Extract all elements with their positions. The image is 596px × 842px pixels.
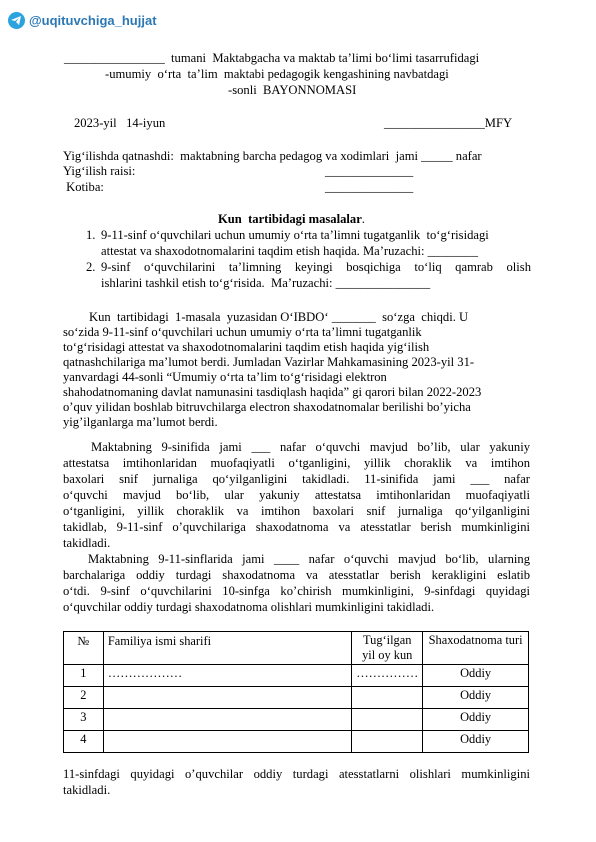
meeting-date: 2023-yil 14-iyun: [74, 116, 166, 130]
secretary-label: Kotiba:: [63, 180, 104, 194]
telegram-icon: [8, 12, 25, 29]
header-num: №: [64, 632, 104, 665]
channel-handle: @uqituvchiga_hujjat: [29, 13, 157, 28]
agenda-item-number: 2.: [86, 260, 96, 274]
channel-watermark: [8, 12, 157, 29]
document-title: -sonli BAYONNOMASI: [228, 83, 357, 97]
secretary-blank: ______________: [325, 180, 414, 194]
table-row: 1 ……………… …………… Oddiy: [64, 665, 529, 687]
chair-blank: ______________: [325, 164, 414, 178]
header-type: Shaxodatnoma turi: [423, 632, 529, 665]
header-line-2: -umumiy o‘rta ta’lim maktabi pedagogik kengashining navbatdagi: [105, 67, 449, 81]
header-name: Familiya ismi sharifi: [103, 632, 351, 665]
paragraph-2: Maktabning 9-sinifida jami ___ nafar o‘quvchi mavjud bo’lib, ular yakuniy attestatsa imtihonlaridan muofaqiyatli o‘tganligini, yillik choraklik va imtihon baxolari snif jurnaliga qo‘yilganligini takidladi. 11-sinifida jami ___ nafar o‘quvchi mavjud bo‘lib, ular yakuniy attestatsa imtihonlaridan muofaqiyatli o‘tganligini, yillik choraklik va imtihon baxolari snif jurnaliga qo‘yilganligini takidlab, 9-11-sinf o’quvchilariga shaxodatnoma va atesstatlar berish mumkinligini takidladi.: [63, 440, 530, 550]
chair-label: Yig‘ilish raisi:: [63, 164, 136, 178]
table-row: 2 Oddiy: [64, 687, 529, 709]
agenda-title: Kun tartibidagi masalalar.: [218, 212, 365, 226]
mfy-field: ________________MFY: [384, 116, 513, 130]
paragraph-3: Maktabning 9-11-sinflarida jami ____ nafar o‘quvchi mavjud bo‘lib, ularning barchalariga oddiy turdagi shaxodatnoma va atesstatlar berish kerakligini eslatib o‘tdi. 9-sinf o‘quvchilarini 10-sinfga ko’chirish mumkinligini, 9-sinfdagi quyidagi o‘quvchilar oddiy turdagi shaxodatnoma olishlari mumkinligini takidladi.: [63, 552, 530, 614]
paragraph-4: 11-sinfdagi quyidagi o’quvchilar oddiy turdagi atesstatlarni olishlari mumkinligini takidladi.: [63, 767, 530, 797]
table-row: 3 Oddiy: [64, 709, 529, 731]
paragraph-1: Kun tartibidagi 1-masala yuzasidan O‘IBDO‘ _______ so‘zga chiqdi. U so‘zida 9-11-sinf o‘quvchilari uchun umumiy o‘rta ta’limni tugatganlik to‘g‘risidagi attestat va shaxodotnomalarini taqdim etish haqida yig‘ilish qatnashchilariga ma’lumot berdi. Jumladan Vazirlar Mahkamasining 2023-yil 31- yanvardagi 44-sonli “Umumiy o‘rta ta’lim to‘g‘risidagi elektron shahodatnomaning davlat namunasini tasdiqlash haqida” gi qarori bilan 2022-2023 o’quv yilidan boshlab bitruvchilarga electron shaxodatnomalar berilishi bo’yicha yig’ilganlarga ma’lumot berdi.: [63, 310, 482, 429]
students-table: [63, 631, 529, 753]
agenda-item-number: 1.: [86, 228, 96, 242]
agenda-item-text: attestat va shaxodotnomalarini taqdim etish haqida. Ma’ruzachi: ________: [101, 244, 479, 258]
table-row: 4 Oddiy: [64, 731, 529, 753]
district-blank: ________________: [64, 51, 165, 65]
agenda-item-text: ishlarini tashkil etish to‘g‘risida. Ma’ruzachi: _______________: [101, 276, 431, 290]
agenda-item-text: 9-11-sinf o‘quvchilari uchun umumiy o‘rta ta’limni tugatganlik to‘g‘risidagi: [101, 228, 489, 242]
header-line-1: ________________ tumani Maktabgacha va maktab ta’limi bo‘limi tasarrufidagi: [64, 51, 480, 65]
agenda-item-text: 9-sinf o‘quvchilarini ta’limning keyingi bosqichiga to‘liq qamrab olish: [101, 260, 531, 274]
attendance-line: Yig‘ilishda qatnashdi: maktabning barcha pedagog va xodimlari jami _____ nafar: [63, 149, 482, 163]
table-header-row: [64, 632, 529, 665]
header-dob: Tug‘ilgan yil oy kun: [352, 632, 423, 665]
